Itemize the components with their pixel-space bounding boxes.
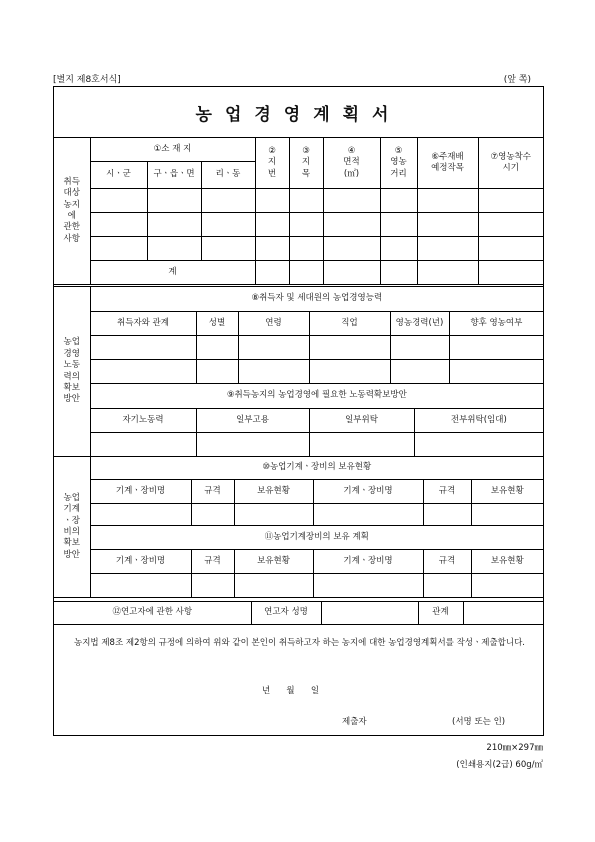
date-line: 년 월 일 [262,686,320,696]
lender-title: ⑫연고자에 관한 사항 [54,602,251,625]
plan-title: ⑪농업기계장비의 보유 계획 [90,526,543,550]
lender-name-label: 연고자 성명 [251,602,321,625]
location-header: ①소 재 지 [90,138,255,162]
declaration-text: 농지법 제8조 제2항의 규정에 의하여 위와 같이 본인이 취득하고자 하는 농지에 대한 농업경영계획서를 작성ㆍ제출합니다. [74,638,525,648]
full-consign-header: 전부위탁(임대) [414,409,543,433]
form-title: 농업경영계획서 [54,87,543,138]
spec-header: 규격 [423,480,471,504]
jibeon-header: ② 지 번 [255,138,289,189]
labor-plan-title: ⑨취득농지의 농업경영에 필요한 노동력확보방안 [90,384,543,409]
page-side-label: (앞 쪽) [503,75,531,85]
ability-title: ⑧취득자 및 세대원의 농업경영능력 [90,287,543,312]
eup-myeon-header: 구ㆍ읍ㆍ면 [147,162,201,189]
part-consign-header: 일부위탁 [309,409,414,433]
machine-name-header: 기계ㆍ장비명 [313,550,423,574]
spec-header: 규격 [191,480,234,504]
paper-size: 210㎜×297㎜ [486,743,543,753]
si-gun-header: 시ㆍ군 [90,162,147,189]
machinery-side-label: 농업 기계 ㆍ장 비의 확보 방안 [54,457,90,598]
signature-label: (서명 또는 인) [452,717,506,727]
future-header: 향후 영농여부 [449,312,543,336]
area-header: ④ 면적 (㎡) [323,138,380,189]
submitter-label: 제출자 [342,717,367,727]
status-header: 보유현황 [471,550,543,574]
spec-header: 규격 [423,550,471,574]
own-row [54,504,543,526]
labor-side-label: 농업 경영 노동 력의 확보 방안 [54,287,90,457]
total-label: 계 [90,261,255,285]
relationship-label: 관계 [418,602,463,625]
plan-row [54,574,543,598]
own-status-title: ⑩농업기계ㆍ장비의 보유현황 [90,457,543,480]
relation-header: 취득자와 관계 [90,312,196,336]
paper-type: (인쇄용지(2급) 60g/㎡ [456,760,543,770]
land-row [54,189,543,213]
self-labor-header: 자기노동력 [90,409,196,433]
form-number: [별지 제8호서식] [53,75,121,85]
distance-header: ⑤ 영농 거리 [380,138,417,189]
spec-header: 규격 [191,550,234,574]
machine-name-header: 기계ㆍ장비명 [90,550,191,574]
status-header: 보유현황 [471,480,543,504]
labor-row [54,433,543,457]
main-crop-header: ⑥주재배 예정작목 [417,138,478,189]
ability-row [54,336,543,360]
machine-name-header: 기계ㆍ장비명 [313,480,423,504]
part-hire-header: 일부고용 [196,409,309,433]
ri-dong-header: 리ㆍ동 [201,162,255,189]
land-info-table [54,137,543,285]
age-header: 연령 [238,312,309,336]
lender-name-field[interactable] [321,602,418,625]
labor-table [54,286,543,457]
declaration [54,624,543,737]
start-time-header: ⑦영농착수 시기 [478,138,543,189]
land-row [54,213,543,237]
status-header: 보유현황 [234,550,313,574]
career-header: 영농경력(년) [390,312,449,336]
ability-row [54,360,543,384]
machinery-table [54,456,543,598]
land-side-label: 취득 대상 농지 에 관한 사항 [54,138,90,285]
farm-plan-form [53,86,544,736]
gender-header: 성별 [196,312,238,336]
land-row [54,237,543,261]
lender-table [54,601,543,625]
machine-name-header: 기계ㆍ장비명 [90,480,191,504]
jimok-header: ③ 지 목 [289,138,323,189]
status-header: 보유현황 [234,480,313,504]
relationship-field[interactable] [463,602,543,625]
job-header: 직업 [309,312,390,336]
